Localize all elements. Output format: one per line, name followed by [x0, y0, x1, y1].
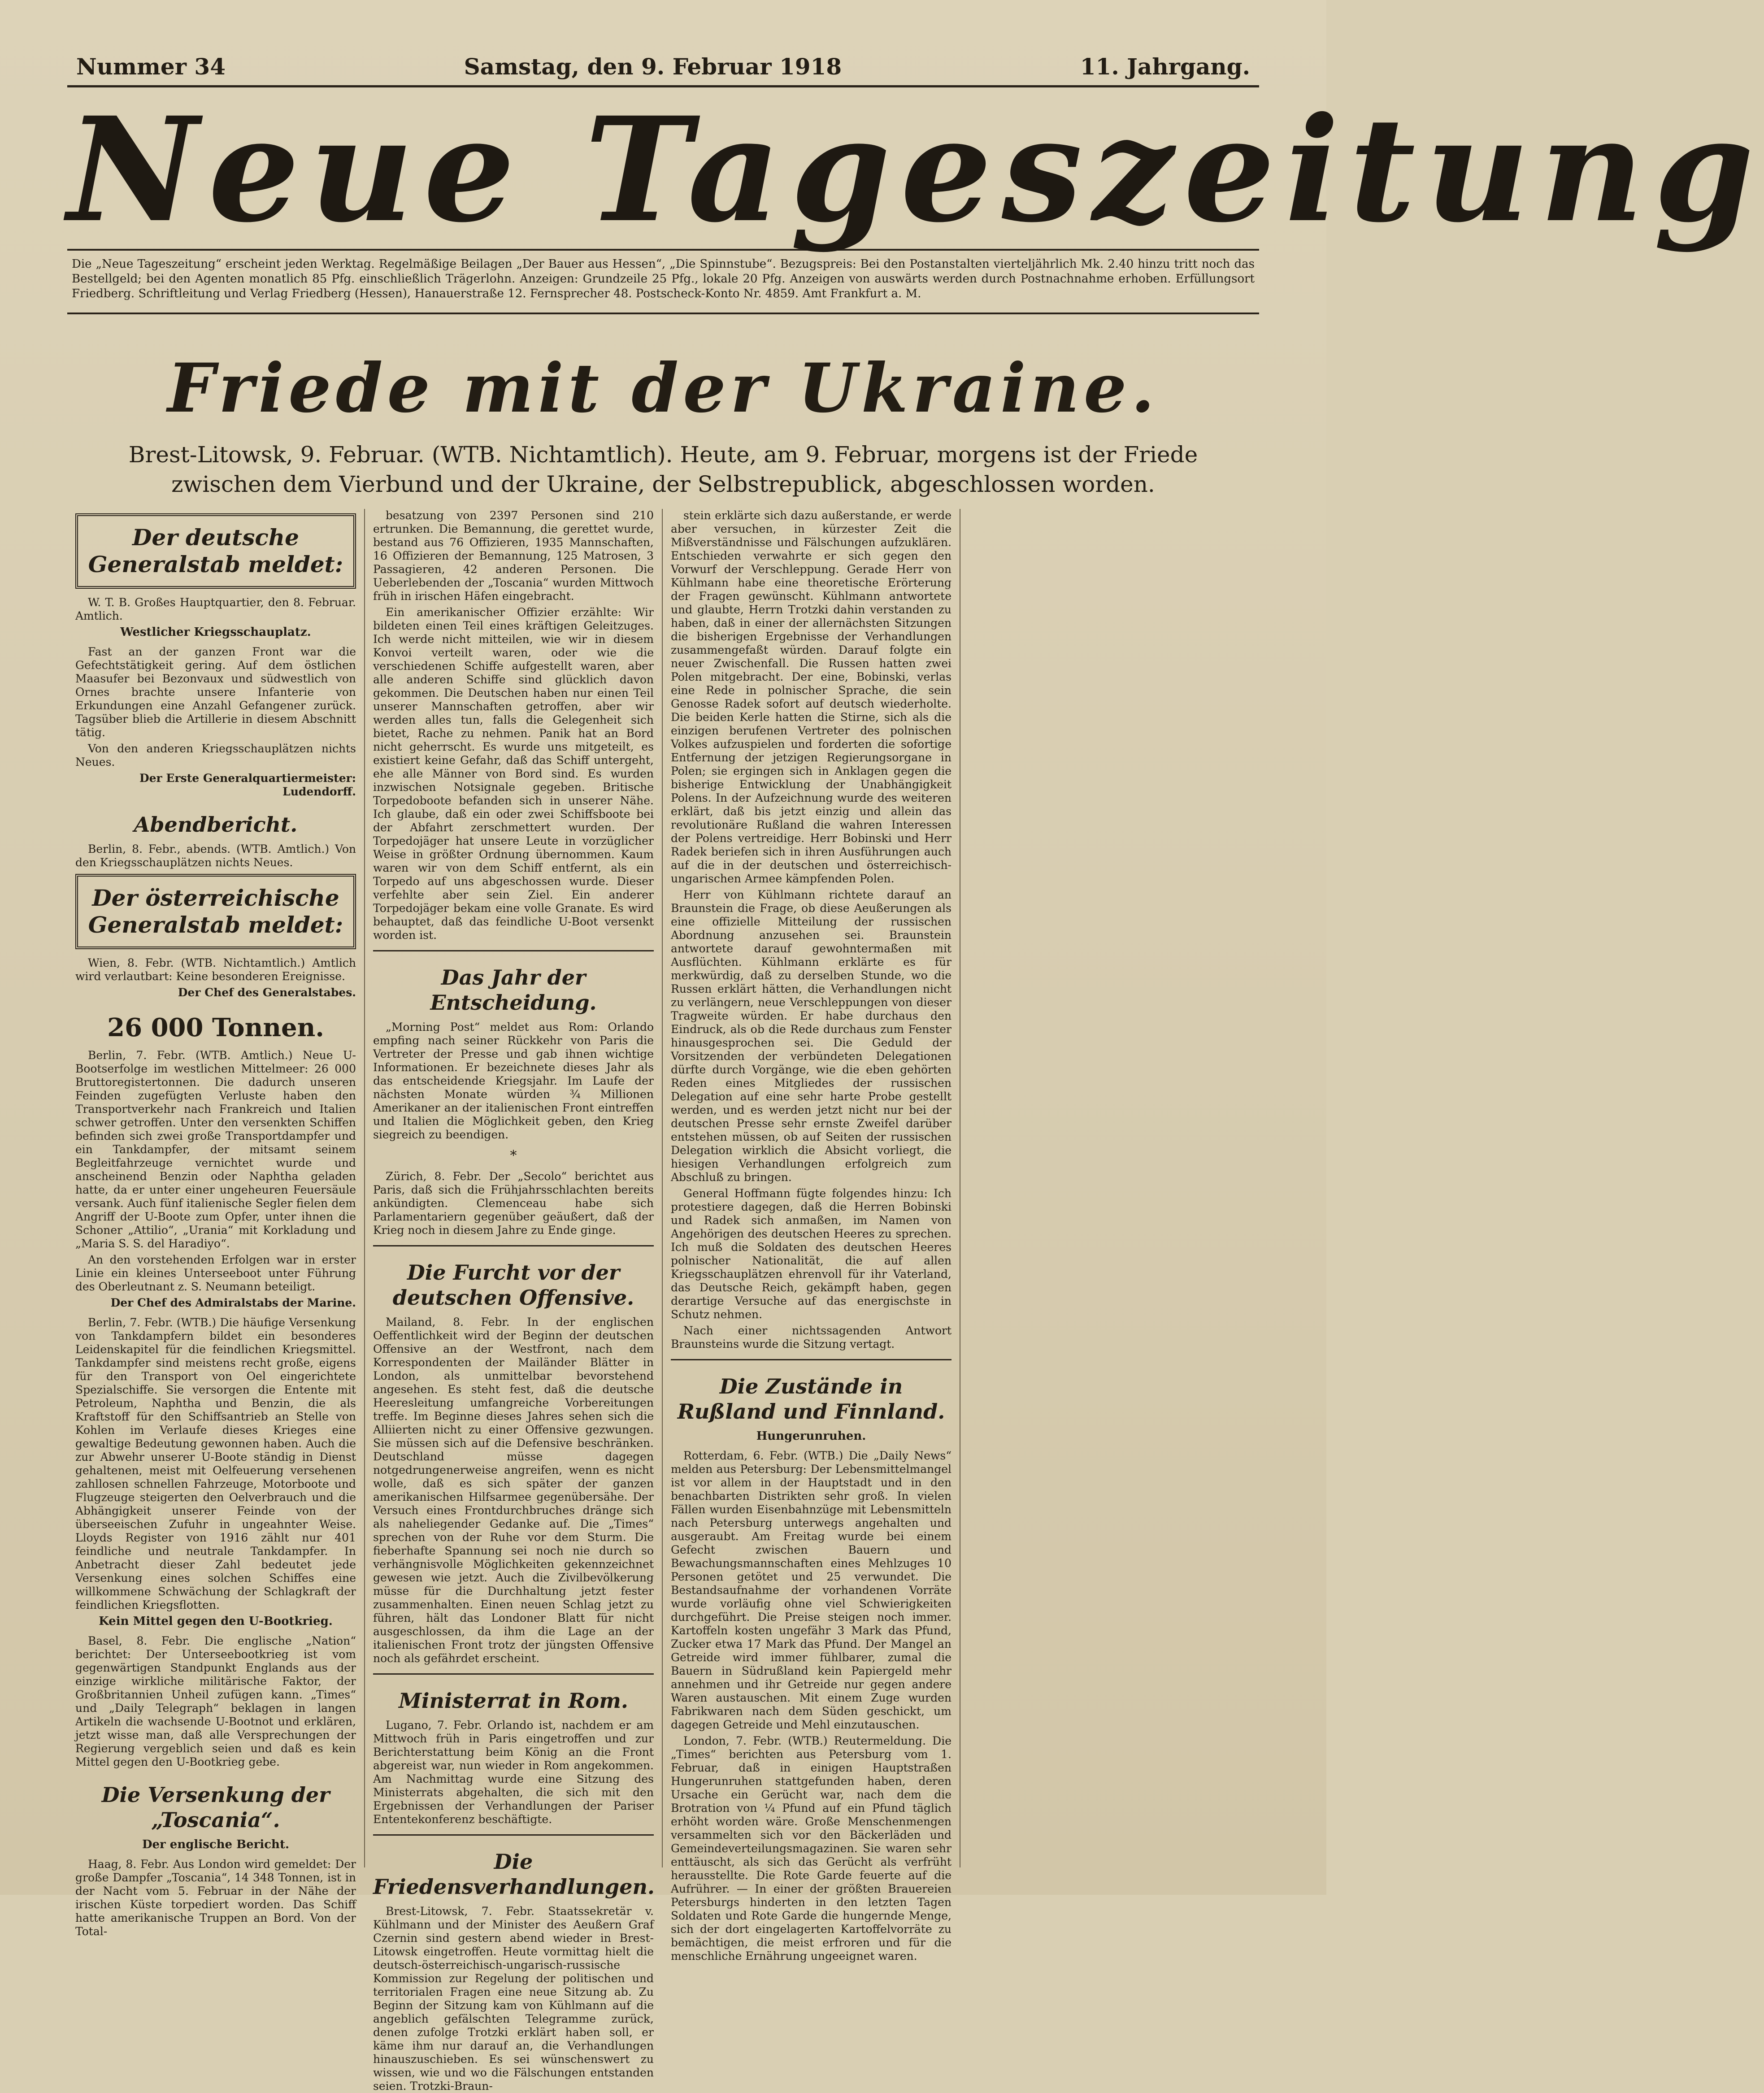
column-2 — [365, 509, 663, 2093]
article-paragraph: Nach einer nichtssagenden Antwort Braunsteins wurde die Sitzung vertagt. — [671, 1324, 952, 1350]
signature: Der Chef des Admiralstabs der Marine. — [110, 1296, 356, 1309]
article-paragraph: Lugano, 7. Febr. Orlando ist, nachdem er am Mittwoch früh in Paris eingetroffen und zur Berichterstattung beim König an die Front abgereist war, nun wieder in Rom angekommen. Am Nachmittag wurde eine Sitzung des Ministerrats abgehalten, die sich mit den Ergebnissen der Verhandlungen der Pariser Ententekonferenz beschäftigte. — [373, 1719, 654, 1826]
article-paragraph: Zürich, 8. Febr. Der „Secolo“ berichtet aus Paris, daß sich die Frühjahrsschlachten bereits ankündigten. Clemenceau habe sich Parlamentariern gegenüber geäußert, daß der Krieg noch in diesem Jahre zu Ende ginge. — [373, 1170, 654, 1237]
column-3 — [663, 509, 960, 1963]
publisher-info: Die „Neue Tageszeitung“ erscheint jeden Werktag. Regelmäßige Beilagen „Der Bauer aus Hessen“, „Die Spinnstube“. Bezugspreis: Bei den Postanstalten vierteljährlich Mk. 2.40 hinzu tritt noch das Bestellgeld; bei den Agenten monatlich 85 Pfg. einschließlich Trägerlohn. Anzeigen: Grundzeile 25 Pfg., lokale 20 Pfg. Anzeigen von auswärts werden durch Postnachnahme erhoben. Erfüllungsort Friedberg. Schriftleitung und Verlag Friedberg (Hessen), Hanauerstraße 12. Fernsprecher 48. Postscheck-Konto Nr. 4859. Amt Frankfurt a. M. — [67, 249, 1259, 314]
headline-decision-year: Das Jahr der Entscheidung. — [430, 965, 597, 1015]
issue-date: Samstag, den 9. Februar 1918 — [464, 53, 842, 80]
divider — [671, 1359, 952, 1360]
article-paragraph: Wien, 8. Febr. (WTB. Nichtamtlich.) Amtlich wird verlautbart: Keine besonderen Ereignisse. — [75, 956, 356, 983]
article-paragraph: An den vorstehenden Erfolgen war in erster Linie ein kleines Unterseeboot unter Führung des Oberleutnant z. S. Neumann beteiligt. — [75, 1253, 356, 1293]
box-headline-austrian-staff: Der österreichische Generalstab meldet: — [75, 874, 356, 949]
headline-russia-finland: Die Zustände in Rußland und Finnland. — [677, 1374, 945, 1424]
article-paragraph: Mailand, 8. Febr. In der englischen Oeffentlichkeit wird der Beginn der deutschen Offensive an der Westfront, nach dem Korrespondenten der Mailänder Blätter in London, als unmittelbar bevorstehend angesehen. Es steht fest, daß die deutsche Heeresleitung umfangreiche Vorbereitungen treffe. Im Beginne dieses Jahres sehen sich die Alliierten nicht zu einer Offensive gezwungen. Sie müssen sich auf die Defensive beschränken. Deutschland müsse dagegen notgedrungenerweise angreifen, wenn es nicht wolle, daß es sich später der ganzen amerikanischen Hilfsarmee gegenübersähe. Der Versuch eines Frontdurchbruches dränge sich als naheliegender Gedanke auf. Die „Times“ sprechen von der Ruhe vor dem Sturm. Die fieberhafte Spannung sei noch nie durch so verhängnisvolle Möglichkeiten gekennzeichnet gewesen wie jetzt. Auch die Zivilbevölkerung müsse für die Durchhaltung jetzt fester zusammenhalten. Einen neuen Schlag jetzt zu führen, hält das Londoner Blatt für nicht ausgeschlossen, da ihm die Lage an der italienischen Front trotz der jüngsten Offensive noch als gefährdet erscheint. — [373, 1316, 654, 1665]
signature: Der Erste Generalquartiermeister: Ludendorff. — [139, 772, 356, 798]
lead-headline: Friede mit der Ukraine. — [167, 349, 1159, 428]
article-paragraph: Berlin, 7. Febr. (WTB.) Die häufige Versenkung von Tankdampfern bildet ein besonderes Leidenskapitel für die feindlichen Kriegsmittel. Tankdampfer sind meistens recht große, eigens für den Transport von Oel eingerichtete Spezialschiffe. Sie versorgen die Entente mit Petroleum, Naphtha und Benzin, die als Kraftstoff für den Schiffsantrieb an Stelle von Kohlen im Verlaufe dieses Krieges eine gewaltige Bedeutung gewonnen haben. Auch die zur Abwehr unserer U-Boote ständig in Dienst gehaltenen, meist mit Oelfeuerung versehenen zahllosen schnellen Fahrzeuge, Motorboote und Flugzeuge steigerten den Oelverbrauch und die Abhängigkeit unserer Feinde von der überseeischen Zufuhr in ungeahnter Weise. Lloyds Register von 1916 zählt nur 401 feindliche und neutrale Tankdampfer. In Anbetracht dieser Zahl bedeutet jede Versenkung eines solchen Schiffes eine willkommene Schwächung der Schlagkraft der feindlichen Kriegsflotten. — [75, 1316, 356, 1611]
article-paragraph: stein erklärte sich dazu außerstande, er werde aber versuchen, in kürzester Zeit die Mißverständnisse und Fälschungen aufzuklären. Entschieden verwahrte er sich gegen den Vorwurf der Verschleppung. Gerade Herr von Kühlmann habe eine theoretische Erörterung der Fragen gewünscht. Kühlmann antwortete und glaubte, Herrn Trotzki dahin verstanden zu haben, daß in einer der allernächsten Sitzungen die bisherigen Ergebnisse der Verhandlungen zusammengefaßt würden. Darauf folgte ein neuer Zwischenfall. Die Russen hatten zwei Polen mitgebracht. Der eine, Bobinski, verlas eine Rede in polnischer Sprache, die sein Genosse Radek sofort auf deutsch wiederholte. Die beiden Kerle hatten die Stirne, sich als die einzigen berufenen Vertreter des polnischen Volkes aufzuspielen und forderten die sofortige Entfernung der jetzigen Regierungsorgane in Polen; sie ergingen sich in Anklagen gegen die bisherige Entwicklung der Unabhängigkeit Polens. In der Aufzeichnung wurde des weiteren erklärt, daß bis jetzt einzig und allein das revolutionäre Rußland die wahren Interessen der Polens vertreidige. Herr Bobinski und Herr Radek beriefen sich in ihren Ausführungen auch auf die in der deutschen und österreichisch-ungarischen Armee kämpfenden Polen. — [671, 509, 952, 885]
article-paragraph: Von den anderen Kriegsschauplätzen nichts Neues. — [75, 742, 356, 769]
divider — [373, 950, 654, 951]
article-paragraph: Haag, 8. Febr. Aus London wird gemeldet: Der große Dampfer „Toscania“, 14 348 Tonnen, ist in der Nacht vom 5. Februar in der Nähe der irischen Küste torpediert worden. Das Schiff hatte amerikanische Truppen an Bord. Von der Total- — [75, 1858, 356, 1938]
subheading: Kein Mittel gegen den U-Bootkrieg. — [99, 1615, 333, 1628]
box-headline-german-staff: Der deutsche Generalstab meldet: — [75, 513, 356, 589]
article-paragraph: Rotterdam, 6. Febr. (WTB.) Die „Daily News“ melden aus Petersburg: Der Lebensmittelmangel ist vor allem in der Hauptstadt und in den benachbarten Distrikten sehr groß. In vielen Fällen wurden Eisenbahnzüge mit Lebensmitteln nach Petersburg unterwegs angehalten und ausgeraubt. Am Freitag wurde bei einem Gefecht zwischen Bauern und Bewachungsmannschaften eines Mehlzuges 10 Personen getötet und 25 verwundet. Die Bestandsaufnahme der vorhandenen Vorräte wurde vorläufig ohne viel Schwierigkeiten durchgeführt. Die Preise steigen noch immer. Kartoffeln kosten ungefähr 3 Mark das Pfund, Zucker etwa 17 Mark das Pfund. Der Mangel an Getreide wird immer fühlbarer, zumal die Bauern in Südrußland kein Papiergeld mehr annehmen und ihr Getreide nur gegen andere Waren austauschen. Mit einem Zuge wurden Fabrikwaren nach dem Süden geschickt, um dagegen Getreide und Mehl einzutauschen. — [671, 1449, 952, 1731]
column-4 — [960, 509, 1258, 1867]
divider — [373, 1673, 654, 1675]
headline-ministerrat: Ministerrat in Rom. — [399, 1689, 628, 1713]
article-paragraph: Berlin, 7. Febr. (WTB. Amtlich.) Neue U-Bootserfolge im westlichen Mittelmeer: 26 000 Bruttoregistertonnen. Die dadurch unseren Feinden zugefügten Verluste haben den Transportverkehr nach Frankreich und Italien schwer getroffen. Unter den versenkten Schiffen befinden sich zwei große Transportdampfer und ein Tankdampfer, der mitsamt seinem Begleitfahrzeuge vernichtet wurde und anscheinend Benzin oder Naphtha geladen hatte, da er unter einer ungeheuren Feuersäule versank. Auch fünf italienische Segler fielen dem Angriff der U-Boote zum Opfer, unter ihnen die Schoner „Attilio“, „Urania“ mit Korkladung und „Maria S. S. del Haradiyo“. — [75, 1049, 356, 1250]
article-paragraph: General Hoffmann fügte folgendes hinzu: Ich protestiere dagegen, daß die Herren Bobinski und Radek sich anmaßen, im Namen von Angehörigen des deutschen Heeres zu sprechen. Ich muß die Soldaten des deutschen Heeres polnischer Nationalität, die auf allen Kriegsschauplätzen ehrenvoll für ihr Vaterland, das Deutsche Reich, gekämpft haben, gegen derartige Versuche auf das energischste in Schutz nehmen. — [671, 1187, 952, 1321]
separator-star: * — [510, 1148, 517, 1164]
divider — [373, 1245, 654, 1246]
article-paragraph: Basel, 8. Febr. Die englische „Nation“ berichtet: Der Unterseebootkrieg ist vom gegenwärtigen Standpunkt Englands aus der einzige wirkliche militärische Faktor, der Großbritannien Unheil zufügen kann. „Times“ und „Daily Telegraph“ beklagen in langen Artikeln die wachsende U-Bootnot und erklären, jetzt wisse man, daß alle Versprechungen der Regierung vergeblich seien und daß es kein Mittel gegen den U-Bootkrieg gebe. — [75, 1634, 356, 1768]
article-paragraph: W. T. B. Großes Hauptquartier, den 8. Februar. Amtlich. — [75, 596, 356, 622]
headline-tonnage: 26 000 Tonnen. — [107, 1013, 324, 1042]
masthead-title: Neue Tageszeitung — [67, 86, 1764, 254]
article-paragraph: Ein amerikanischer Offizier erzählte: Wir bildeten einen Teil eines kräftigen Geleitzuges. Ich werde nicht mitteilen, wie wir in diesem Konvoi verteilt waren, oder wie die verschiedenen Schiffe aufgestellt waren, aber alle anderen Schiffe sind glücklich davon gekommen. Die Deutschen haben nur einen Teil unserer Mannschaften getroffen, aber wir werden alles tun, falls die Gelegenheit sich bietet, Rache zu nehmen. Panik hat an Bord nicht geherrscht. Es wurde uns mitgeteilt, es existiert keine Gefahr, daß das Schiff untergeht, ehe alle Männer von Bord sind. Es wurden inzwischen Notsignale gegeben. Britische Torpedoboote befanden sich in unserer Nähe. Ich glaube, daß ein oder zwei Schiffsboote bei der Abfahrt zerschmettert wurden. Der Torpedojäger hat unsere Leute in vorzüglicher Weise in größter Ordnung übernommen. Kaum waren wir von dem Schiff entfernt, als ein Torpedo auf uns abgeschossen wurde. Dieser verfehlte aber sein Ziel. Ein anderer Torpedojäger bekam eine volle Granate. Es wird behauptet, daß das feindliche U-Boot versenkt worden ist. — [373, 606, 654, 942]
lead-subline: Brest-Litowsk, 9. Februar. (WTB. Nichtamtlich). Heute, am 9. Februar, morgens ist der Friede zwischen dem Vierbund und der Ukraine, der Selbstrepublick, abgeschlossen worden. — [128, 442, 1198, 497]
article-paragraph: besatzung von 2397 Personen sind 210 ertrunken. Die Bemannung, die gerettet wurde, bestand aus 76 Offizieren, 1935 Mannschaften, 16 Offizieren der Bemannung, 125 Matrosen, 3 Passagieren, 42 anderen Personen. Die Ueberlebenden der „Toscania“ wurden Mittwoch früh in irischen Häfen eingebracht. — [373, 509, 654, 603]
signature: Der Chef des Generalstabes. — [178, 986, 356, 999]
headline-toscania: Die Versenkung der „Toscania“. — [101, 1783, 330, 1832]
article-paragraph: Fast an der ganzen Front war die Gefechtstätigkeit gering. Auf dem östlichen Maasufer bei Bezonvaux und südwestlich von Ornes brachte unsere Infanterie von Erkundungen eine Anzahl Gefangener zurück. Tagsüber blieb die Artillerie in diesem Abschnitt tätig. — [75, 645, 356, 739]
article-columns — [67, 509, 1259, 2093]
article-paragraph: Herr von Kühlmann richtete darauf an Braunstein die Frage, ob diese Aeußerungen als eine offizielle Mitteilung der russischen Abordnung anzusehen sei. Braunstein antwortete darauf gewohntermaßen mit Ausflüchten. Kühlmann erklärte es für merkwürdig, daß zu derselben Stunde, wo die Russen erklärt hätten, die Verhandlungen nicht zu verlängern, neue Verschleppungen von dieser Tragweite würden. Er habe durchaus den Eindruck, als ob die Rede durchaus zum Fenster hinausgesprochen sei. Die Geduld der Vorsitzenden der verbündeten Delegationen dürfte durch Vorgänge, wie die eben gehörten Reden eines Mitgliedes der russischen Delegation auf eine sehr harte Probe gestellt werden, und es werden jetzt nicht nur bei der deutschen Presse sehr ernste Zweifel darüber entstehen müssen, ob auf Seiten der russischen Delegation wirklich die Absicht vorliegt, die hiesigen Verhandlungen erfolgreich zum Abschluß zu bringen. — [671, 888, 952, 1184]
column-1 — [67, 509, 365, 1938]
article-paragraph: Berlin, 8. Febr., abends. (WTB. Amtlich.) Von den Kriegsschauplätzen nichts Neues. — [75, 842, 356, 869]
issue-line — [67, 45, 1259, 87]
headline-offensive-fear: Die Furcht vor der deutschen Offensive. — [392, 1260, 634, 1310]
subheading-abendbericht: Abendbericht. — [134, 812, 298, 837]
subheading: Westlicher Kriegsschauplatz. — [120, 625, 311, 639]
article-paragraph: London, 7. Febr. (WTB.) Reutermeldung. Die „Times“ berichten aus Petersburg vom 1. Februar, daß in einigen Hauptstraßen Hungerunruhen stattgefunden haben, deren Ursache ein Gerücht war, nach dem die Brotration von ¼ Pfund auf ein Pfund täglich erhöht worden wäre. Große Menschenmengen versammelten sich vor den Bäckerläden und Gemeindeverteilungsmagazinen. Sie waren sehr enttäuscht, als sich das Gerücht als verfrüht herausstellte. Die Rote Garde feuerte auf die Aufrührer. — In einer der größten Brauereien Petersburgs hinderten in den letzten Tagen Soldaten und Rote Garde die hungernde Menge, sich der dort eingelagerten Kartoffelvorräte zu bemächtigen, die meist erfroren und für die menschliche Ernährung ungeeignet waren. — [671, 1734, 952, 1963]
issue-volume: 11. Jahrgang. — [1080, 53, 1250, 80]
headline-peace-negotiations: Die Friedensverhandlungen. — [373, 1850, 655, 1899]
subheading: Hungerunruhen. — [756, 1429, 866, 1443]
issue-number: Nummer 34 — [76, 53, 226, 80]
article-paragraph: „Morning Post“ meldet aus Rom: Orlando empfing nach seiner Rückkehr von Paris die Vertreter der Presse und gab ihnen wichtige Informationen. Er bezeichnete dieses Jahr als das entscheidende Kriegsjahr. Im Laufe der nächsten Monate würden ¾ Millionen Amerikaner an der italienischen Front eintreffen und Italien die Möglichkeit geben, den Krieg siegreich zu beendigen. — [373, 1020, 654, 1141]
article-paragraph: Brest-Litowsk, 7. Febr. Staatssekretär v. Kühlmann und der Minister des Aeußern Graf Czernin sind gestern abend wieder in Brest-Litowsk eingetroffen. Heute vormittag hielt die deutsch-österreichisch-ungarisch-russische Kommission zur Regelung der politischen und territorialen Fragen eine neue Sitzung ab. Zu Beginn der Sitzung kam von Kühlmann auf die angeblich gefälschten Telegramme zurück, denen zufolge Trotzki erklärt haben soll, er käme ihm nur darauf an, die Verhandlungen hinauszuschieben. Es sei wünschenswert zu wissen, wie und wo die Fälschungen entstanden seien. Trotzki-Braun- — [373, 1905, 654, 2093]
subheading: Der englische Bericht. — [142, 1838, 290, 1851]
divider — [373, 1834, 654, 1836]
